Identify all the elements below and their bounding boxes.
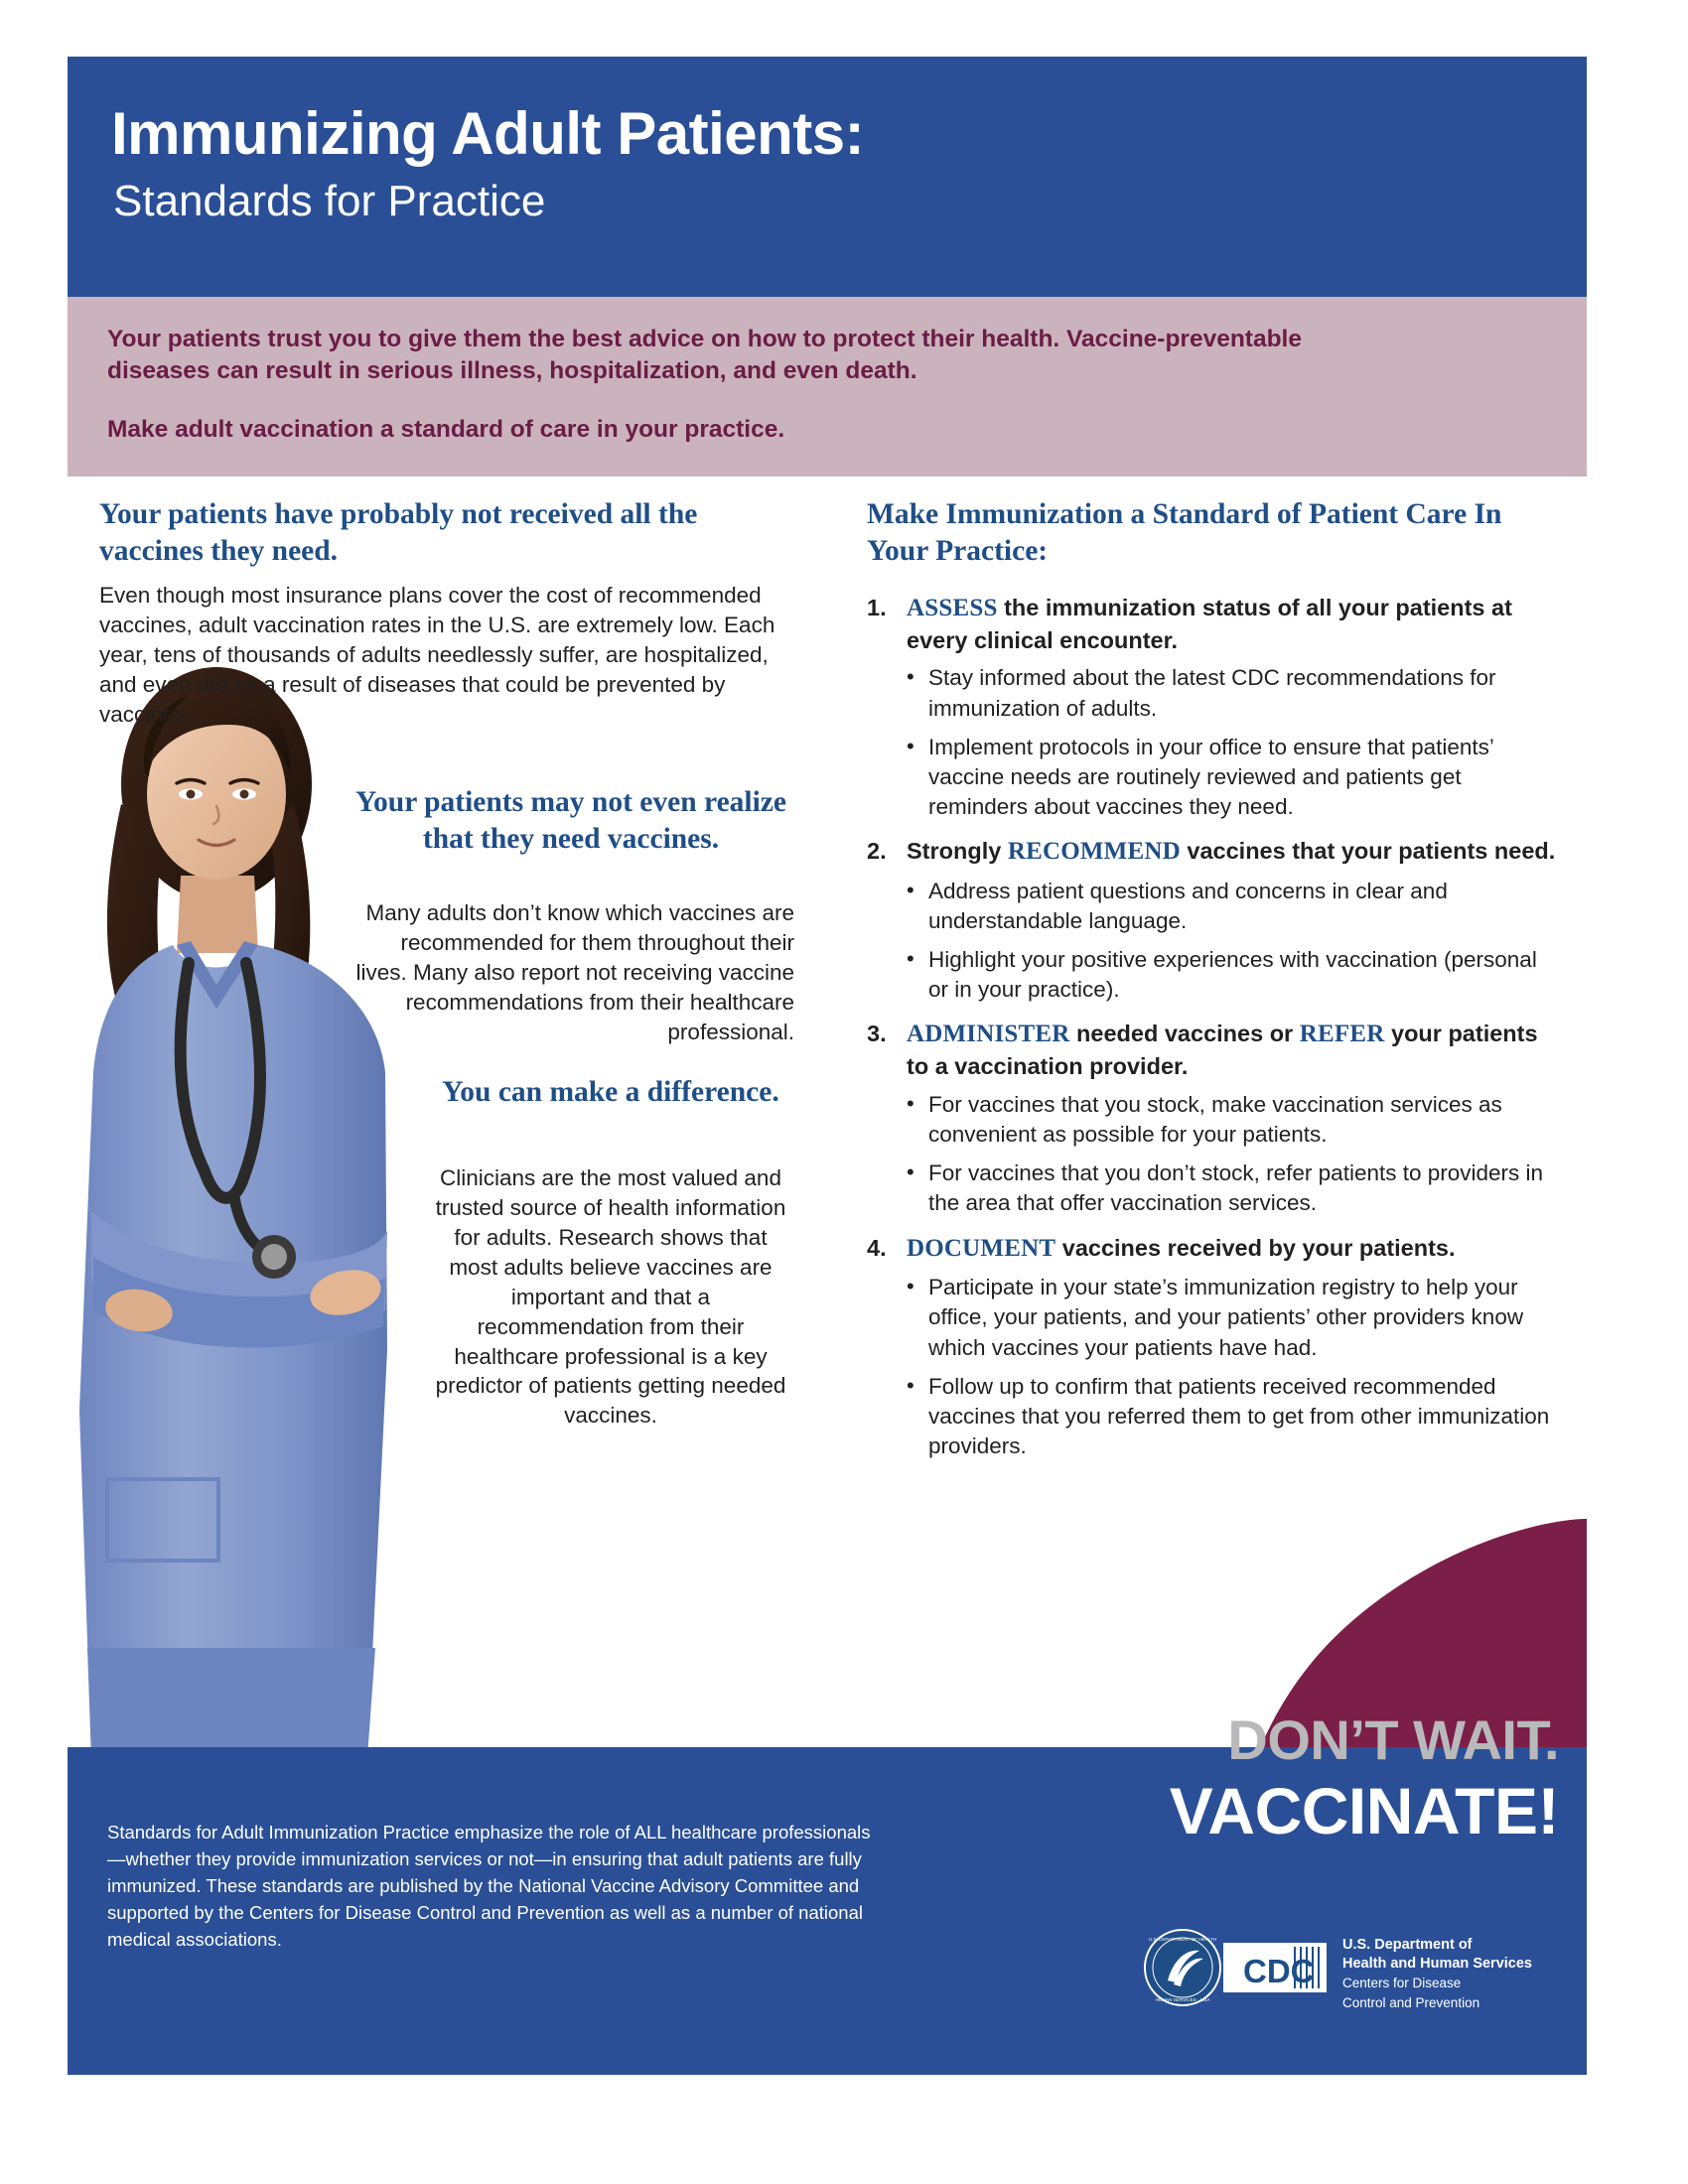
page-subtitle: Standards for Practice bbox=[113, 177, 546, 225]
step-number: 2. bbox=[867, 838, 887, 865]
slogan-line-2: VACCINATE! bbox=[1169, 1774, 1559, 1847]
list-item: • Stay informed about the latest CDC recommendations for immunization of adults. bbox=[867, 663, 1562, 723]
step-line bbox=[867, 1019, 1562, 1082]
slogan-line-1: DON’T WAIT. bbox=[1227, 1708, 1559, 1771]
right-column bbox=[867, 496, 1562, 1475]
step-text: your patients to a vaccination provider. bbox=[907, 1021, 1538, 1080]
step-item bbox=[867, 1233, 1562, 1462]
step-number: 4. bbox=[867, 1234, 887, 1261]
list-item: • Participate in your state’s immunization registry to help your office, your patients, and your patients’ other providers know which vaccines your patients have had. bbox=[867, 1273, 1562, 1362]
step-keyword: RECOMMEND bbox=[1007, 838, 1181, 866]
step-item bbox=[867, 593, 1562, 822]
list-item: • For vaccines that you stock, make vaccination services as convenient as possible for your patients. bbox=[867, 1090, 1562, 1150]
step-keyword: DOCUMENT bbox=[907, 1234, 1056, 1262]
step-line bbox=[867, 593, 1562, 656]
step-text: vaccines received by your patients. bbox=[1055, 1234, 1456, 1261]
list-item: • Follow up to confirm that patients received recommended vaccines that you referred them to get from other immunization providers. bbox=[867, 1372, 1562, 1461]
left-body-2: Many adults don’t know which vaccines are recommended for them throughout their lives. Many also report not receiving vaccine recommendations from their healthcare professional. bbox=[355, 900, 794, 1044]
step-item bbox=[867, 1019, 1562, 1218]
left-heading-1: Your patients have probably not received all the vaccines they need. bbox=[99, 498, 698, 567]
svg-text:HUMAN SERVICES · USA: HUMAN SERVICES · USA bbox=[1155, 1997, 1210, 2002]
svg-text:U.S. DEPARTMENT OF HEALTH: U.S. DEPARTMENT OF HEALTH bbox=[1148, 1937, 1217, 1942]
right-heading: Make Immunization a Standard of Patient Care In Your Practice: bbox=[867, 498, 1502, 568]
step-bullets bbox=[867, 663, 1562, 822]
left-heading-3: You can make a difference. bbox=[442, 1076, 779, 1108]
page-title: Immunizing Adult Patients: bbox=[111, 100, 865, 167]
step-keyword: ASSESS bbox=[907, 594, 998, 621]
step-number: 3. bbox=[867, 1021, 887, 1047]
agency-name-block bbox=[1342, 1936, 1571, 2011]
step-item bbox=[867, 836, 1562, 1005]
step-keyword: ADMINISTER bbox=[907, 1021, 1070, 1048]
step-text-mid: needed vaccines or bbox=[1069, 1021, 1300, 1047]
agency-line-2: Health and Human Services bbox=[1342, 1955, 1532, 1972]
step-bullets bbox=[867, 1090, 1562, 1219]
list-item: • Address patient questions and concerns in clear and understandable language. bbox=[867, 877, 1562, 936]
left-heading-2: Your patients may not even realize that they need vaccines. bbox=[355, 786, 786, 855]
lead-text-primary: Your patients trust you to give them the best advice on how to protect their health. Vaccine-preventable diseases can result in serious illness, hospitalization, and even death. bbox=[107, 326, 1302, 385]
step-bullets bbox=[867, 1273, 1562, 1461]
cdc-logo bbox=[1144, 1929, 1333, 2006]
list-item: • Highlight your positive experiences with vaccination (personal or in your practice). bbox=[867, 945, 1562, 1005]
step-bullets bbox=[867, 877, 1562, 1006]
agency-line-4: Control and Prevention bbox=[1342, 1994, 1480, 2010]
left-body-3: Clinicians are the most valued and trusted source of health information for adults. Research shows that most adults believe vaccines are important and that a recommendation from their healthcare professional is a key predictor of patients getting needed vaccines. bbox=[435, 1165, 786, 1429]
agency-line-3: Centers for Disease bbox=[1342, 1976, 1462, 1991]
step-line bbox=[867, 836, 1562, 869]
step-text-before: Strongly bbox=[907, 838, 1008, 865]
lead-text-secondary: Make adult vaccination a standard of care in your practice. bbox=[107, 416, 785, 443]
step-line bbox=[867, 1233, 1562, 1266]
step-keyword-secondary: REFER bbox=[1299, 1021, 1385, 1048]
agency-line-1: U.S. Department of bbox=[1342, 1937, 1473, 1953]
svg-text:CDC: CDC bbox=[1243, 1953, 1315, 1989]
left-body-1: Even though most insurance plans cover the cost of recommended vaccines, adult vaccination rates in the U.S. are extremely low. Each year, tens of thousands of adults needlessly suffer, are hospitalized, and even die as a result of diseases that could be prevented by vaccines. bbox=[99, 583, 775, 727]
step-text: vaccines that your patients need. bbox=[1180, 838, 1556, 865]
footer-note: Standards for Adult Immunization Practice emphasize the role of ALL healthcare professionals—whether they provide immunization services or not—in ensuring that adult patients are fully immunized. These standards are published by the National Vaccine Advisory Committee and supported by the Centers for Disease Control and Prevention as well as a number of national medical associations. bbox=[107, 1822, 871, 1950]
step-number: 1. bbox=[867, 594, 887, 620]
list-item: • For vaccines that you don’t stock, refer patients to providers in the area that offer vaccination services. bbox=[867, 1159, 1562, 1218]
step-text: the immunization status of all your patients at every clinical encounter. bbox=[907, 594, 1512, 653]
list-item: • Implement protocols in your office to ensure that patients’ vaccine needs are routinely reviewed and patients get reminders about vaccines they need. bbox=[867, 733, 1562, 822]
